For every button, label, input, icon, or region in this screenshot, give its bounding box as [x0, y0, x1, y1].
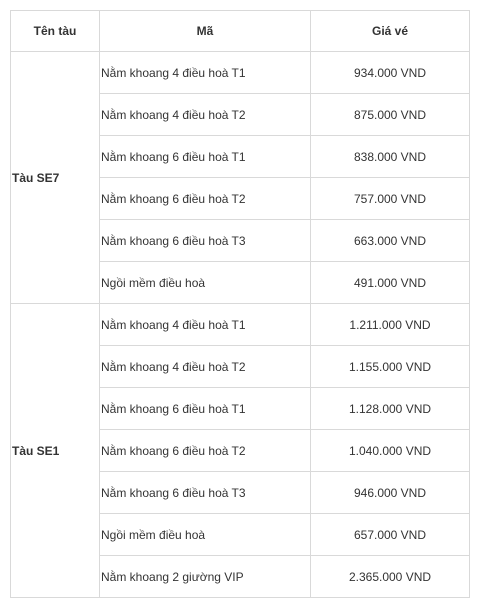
- ticket-price-table: [10, 10, 470, 598]
- train-name-cell: Tàu SE7: [11, 52, 100, 304]
- ticket-price-cell: 2.365.000 VND: [311, 556, 470, 598]
- header-code: Mã: [100, 11, 311, 52]
- ticket-price-cell: 875.000 VND: [311, 94, 470, 136]
- ticket-code-cell: Ngồi mềm điều hoà: [100, 262, 311, 304]
- header-train-name: Tên tàu: [11, 11, 100, 52]
- ticket-price-cell: 757.000 VND: [311, 178, 470, 220]
- table-header-row: [11, 11, 470, 52]
- ticket-code-cell: Nằm khoang 6 điều hoà T1: [100, 136, 311, 178]
- ticket-price-cell: 1.211.000 VND: [311, 304, 470, 346]
- ticket-price-cell: 1.128.000 VND: [311, 388, 470, 430]
- ticket-code-cell: Nằm khoang 6 điều hoà T3: [100, 472, 311, 514]
- ticket-price-cell: 838.000 VND: [311, 136, 470, 178]
- ticket-code-cell: Nằm khoang 4 điều hoà T2: [100, 346, 311, 388]
- train-name-cell: Tàu SE1: [11, 304, 100, 598]
- header-price: Giá vé: [311, 11, 470, 52]
- table-row: [11, 304, 470, 346]
- ticket-price-cell: 1.155.000 VND: [311, 346, 470, 388]
- ticket-price-cell: 946.000 VND: [311, 472, 470, 514]
- ticket-price-cell: 657.000 VND: [311, 514, 470, 556]
- ticket-code-cell: Nằm khoang 6 điều hoà T3: [100, 220, 311, 262]
- ticket-price-cell: 1.040.000 VND: [311, 430, 470, 472]
- ticket-code-cell: Ngồi mềm điều hoà: [100, 514, 311, 556]
- ticket-price-cell: 934.000 VND: [311, 52, 470, 94]
- ticket-price-cell: 663.000 VND: [311, 220, 470, 262]
- table-row: [11, 52, 470, 94]
- ticket-code-cell: Nằm khoang 6 điều hoà T2: [100, 430, 311, 472]
- ticket-code-cell: Nằm khoang 6 điều hoà T2: [100, 178, 311, 220]
- ticket-code-cell: Nằm khoang 2 giường VIP: [100, 556, 311, 598]
- ticket-code-cell: Nằm khoang 4 điều hoà T1: [100, 304, 311, 346]
- ticket-code-cell: Nằm khoang 4 điều hoà T1: [100, 52, 311, 94]
- ticket-code-cell: Nằm khoang 4 điều hoà T2: [100, 94, 311, 136]
- ticket-price-cell: 491.000 VND: [311, 262, 470, 304]
- ticket-code-cell: Nằm khoang 6 điều hoà T1: [100, 388, 311, 430]
